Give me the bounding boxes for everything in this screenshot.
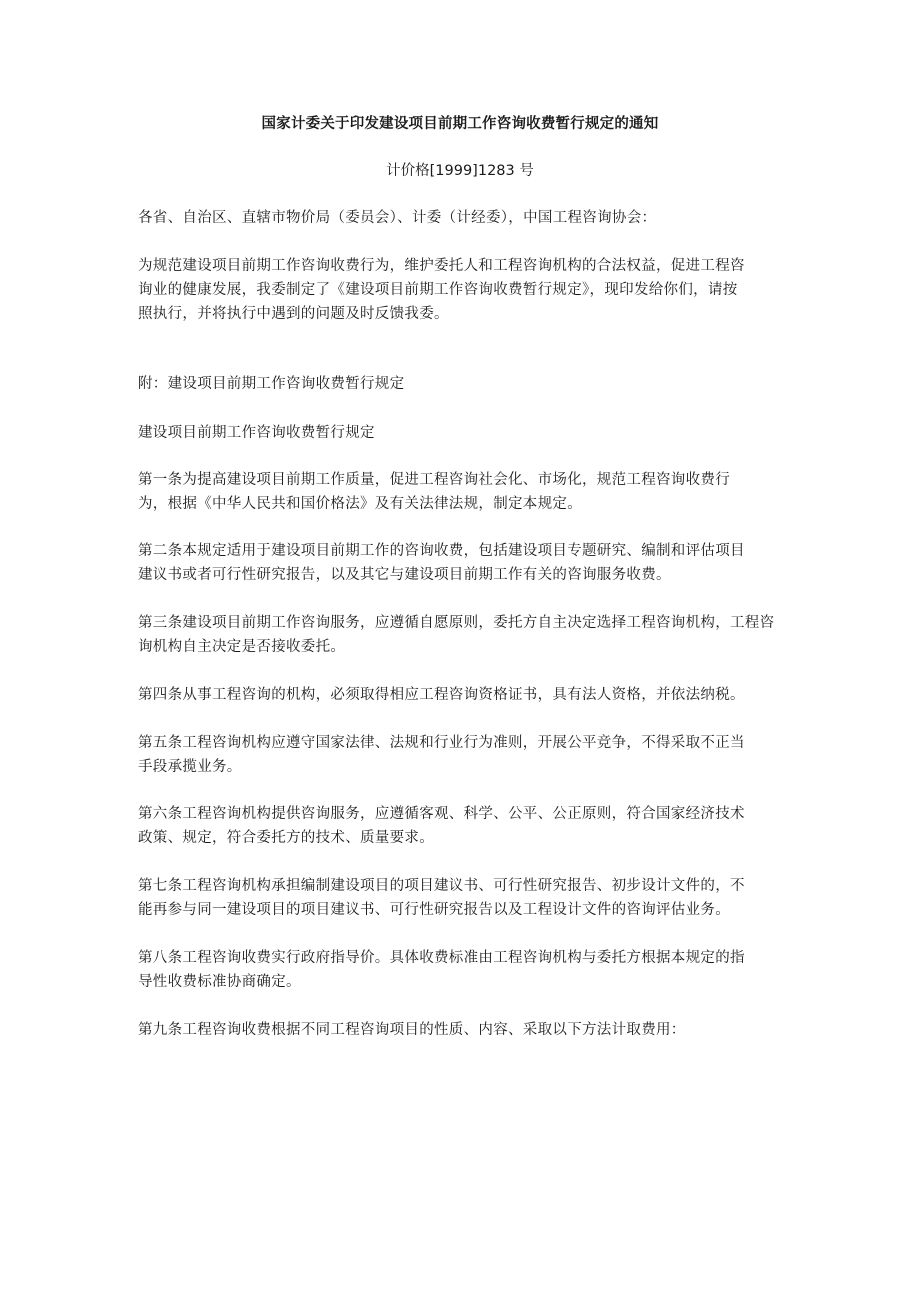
paragraph-article-9 bbox=[138, 1018, 782, 1042]
paragraph-line: 建议书或者可行性研究报告，以及其它与建设项目前期工作有关的咨询服务收费。 bbox=[138, 567, 671, 583]
paragraph-line: 第二条本规定适用于建设项目前期工作的咨询收费，包括建设项目专题研究、编制和评估项目 bbox=[138, 543, 745, 559]
paragraph-line: 各省、自治区、直辖市物价局（委员会）、计委（计经委），中国工程咨询协会： bbox=[138, 210, 657, 226]
paragraph-line: 询机构自主决定是否接收委托。 bbox=[138, 639, 346, 655]
paragraph-line: 第九条工程咨询收费根据不同工程咨询项目的性质、内容、采取以下方法计取费用： bbox=[138, 1022, 686, 1038]
paragraph-line: 第五条工程咨询机构应遵守国家法律、法规和行业行为准则，开展公平竞争，不得采取不正当 bbox=[138, 735, 745, 751]
paragraph-article-1 bbox=[138, 468, 782, 516]
paragraph-line: 建设项目前期工作咨询收费暂行规定 bbox=[138, 425, 375, 441]
paragraph-line: 第八条工程咨询收费实行政府指导价。具体收费标准由工程咨询机构与委托方根据本规定的指 bbox=[138, 950, 745, 966]
paragraph-article-3 bbox=[138, 611, 782, 659]
paragraph-line: 手段承揽业务。 bbox=[138, 759, 242, 775]
paragraph-notice-body bbox=[138, 254, 782, 326]
paragraph-line: 第七条工程咨询机构承担编制建设项目的项目建议书、可行性研究报告、初步设计文件的，不 bbox=[138, 878, 745, 894]
paragraph-line: 第三条建设项目前期工作咨询服务，应遵循自愿原则，委托方自主决定选择工程咨询机构，工程咨 bbox=[138, 615, 775, 631]
paragraph-article-2 bbox=[138, 539, 782, 587]
paragraph-line: 第六条工程咨询机构提供咨询服务，应遵循客观、科学、公平、公正原则，符合国家经济技术 bbox=[138, 806, 745, 822]
paragraph-line: 询业的健康发展，我委制定了《建设项目前期工作咨询收费暂行规定》，现印发给你们，请按 bbox=[138, 282, 738, 298]
paragraph-line: 第四条从事工程咨询的机构，必须取得相应工程咨询资格证书，具有法人资格，并依法纳税。 bbox=[138, 687, 745, 703]
paragraph-article-6 bbox=[138, 802, 782, 850]
paragraph-line: 为规范建设项目前期工作咨询收费行为，维护委托人和工程咨询机构的合法权益，促进工程咨 bbox=[138, 258, 745, 274]
paragraph-line: 政策、规定，符合委托方的技术、质量要求。 bbox=[138, 830, 434, 846]
paragraph-line: 附：建设项目前期工作咨询收费暂行规定 bbox=[138, 376, 405, 392]
paragraph-line: 照执行，并将执行中遇到的问题及时反馈我委。 bbox=[138, 306, 449, 322]
paragraph-regulation-title bbox=[138, 421, 782, 445]
paragraph-article-7 bbox=[138, 874, 782, 922]
paragraph-article-4 bbox=[138, 683, 782, 707]
paragraph-article-8 bbox=[138, 946, 782, 994]
document-title: 国家计委关于印发建设项目前期工作咨询收费暂行规定的通知 bbox=[261, 116, 659, 132]
paragraph-line: 能再参与同一建设项目的项目建议书、可行性研究报告以及工程设计文件的咨询评估业务。 bbox=[138, 902, 730, 918]
paragraph-line: 为，根据《中华人民共和国价格法》及有关法律法规，制定本规定。 bbox=[138, 496, 582, 512]
paragraph-article-5 bbox=[138, 731, 782, 779]
paragraph-line: 导性收费标准协商确定。 bbox=[138, 974, 301, 990]
paragraph-line: 第一条为提高建设项目前期工作质量，促进工程咨询社会化、市场化，规范工程咨询收费行 bbox=[138, 472, 730, 488]
paragraph-attachment bbox=[138, 372, 782, 396]
document-number: 计价格[1999]1283 号 bbox=[386, 163, 534, 179]
paragraph-addressees bbox=[138, 206, 782, 230]
